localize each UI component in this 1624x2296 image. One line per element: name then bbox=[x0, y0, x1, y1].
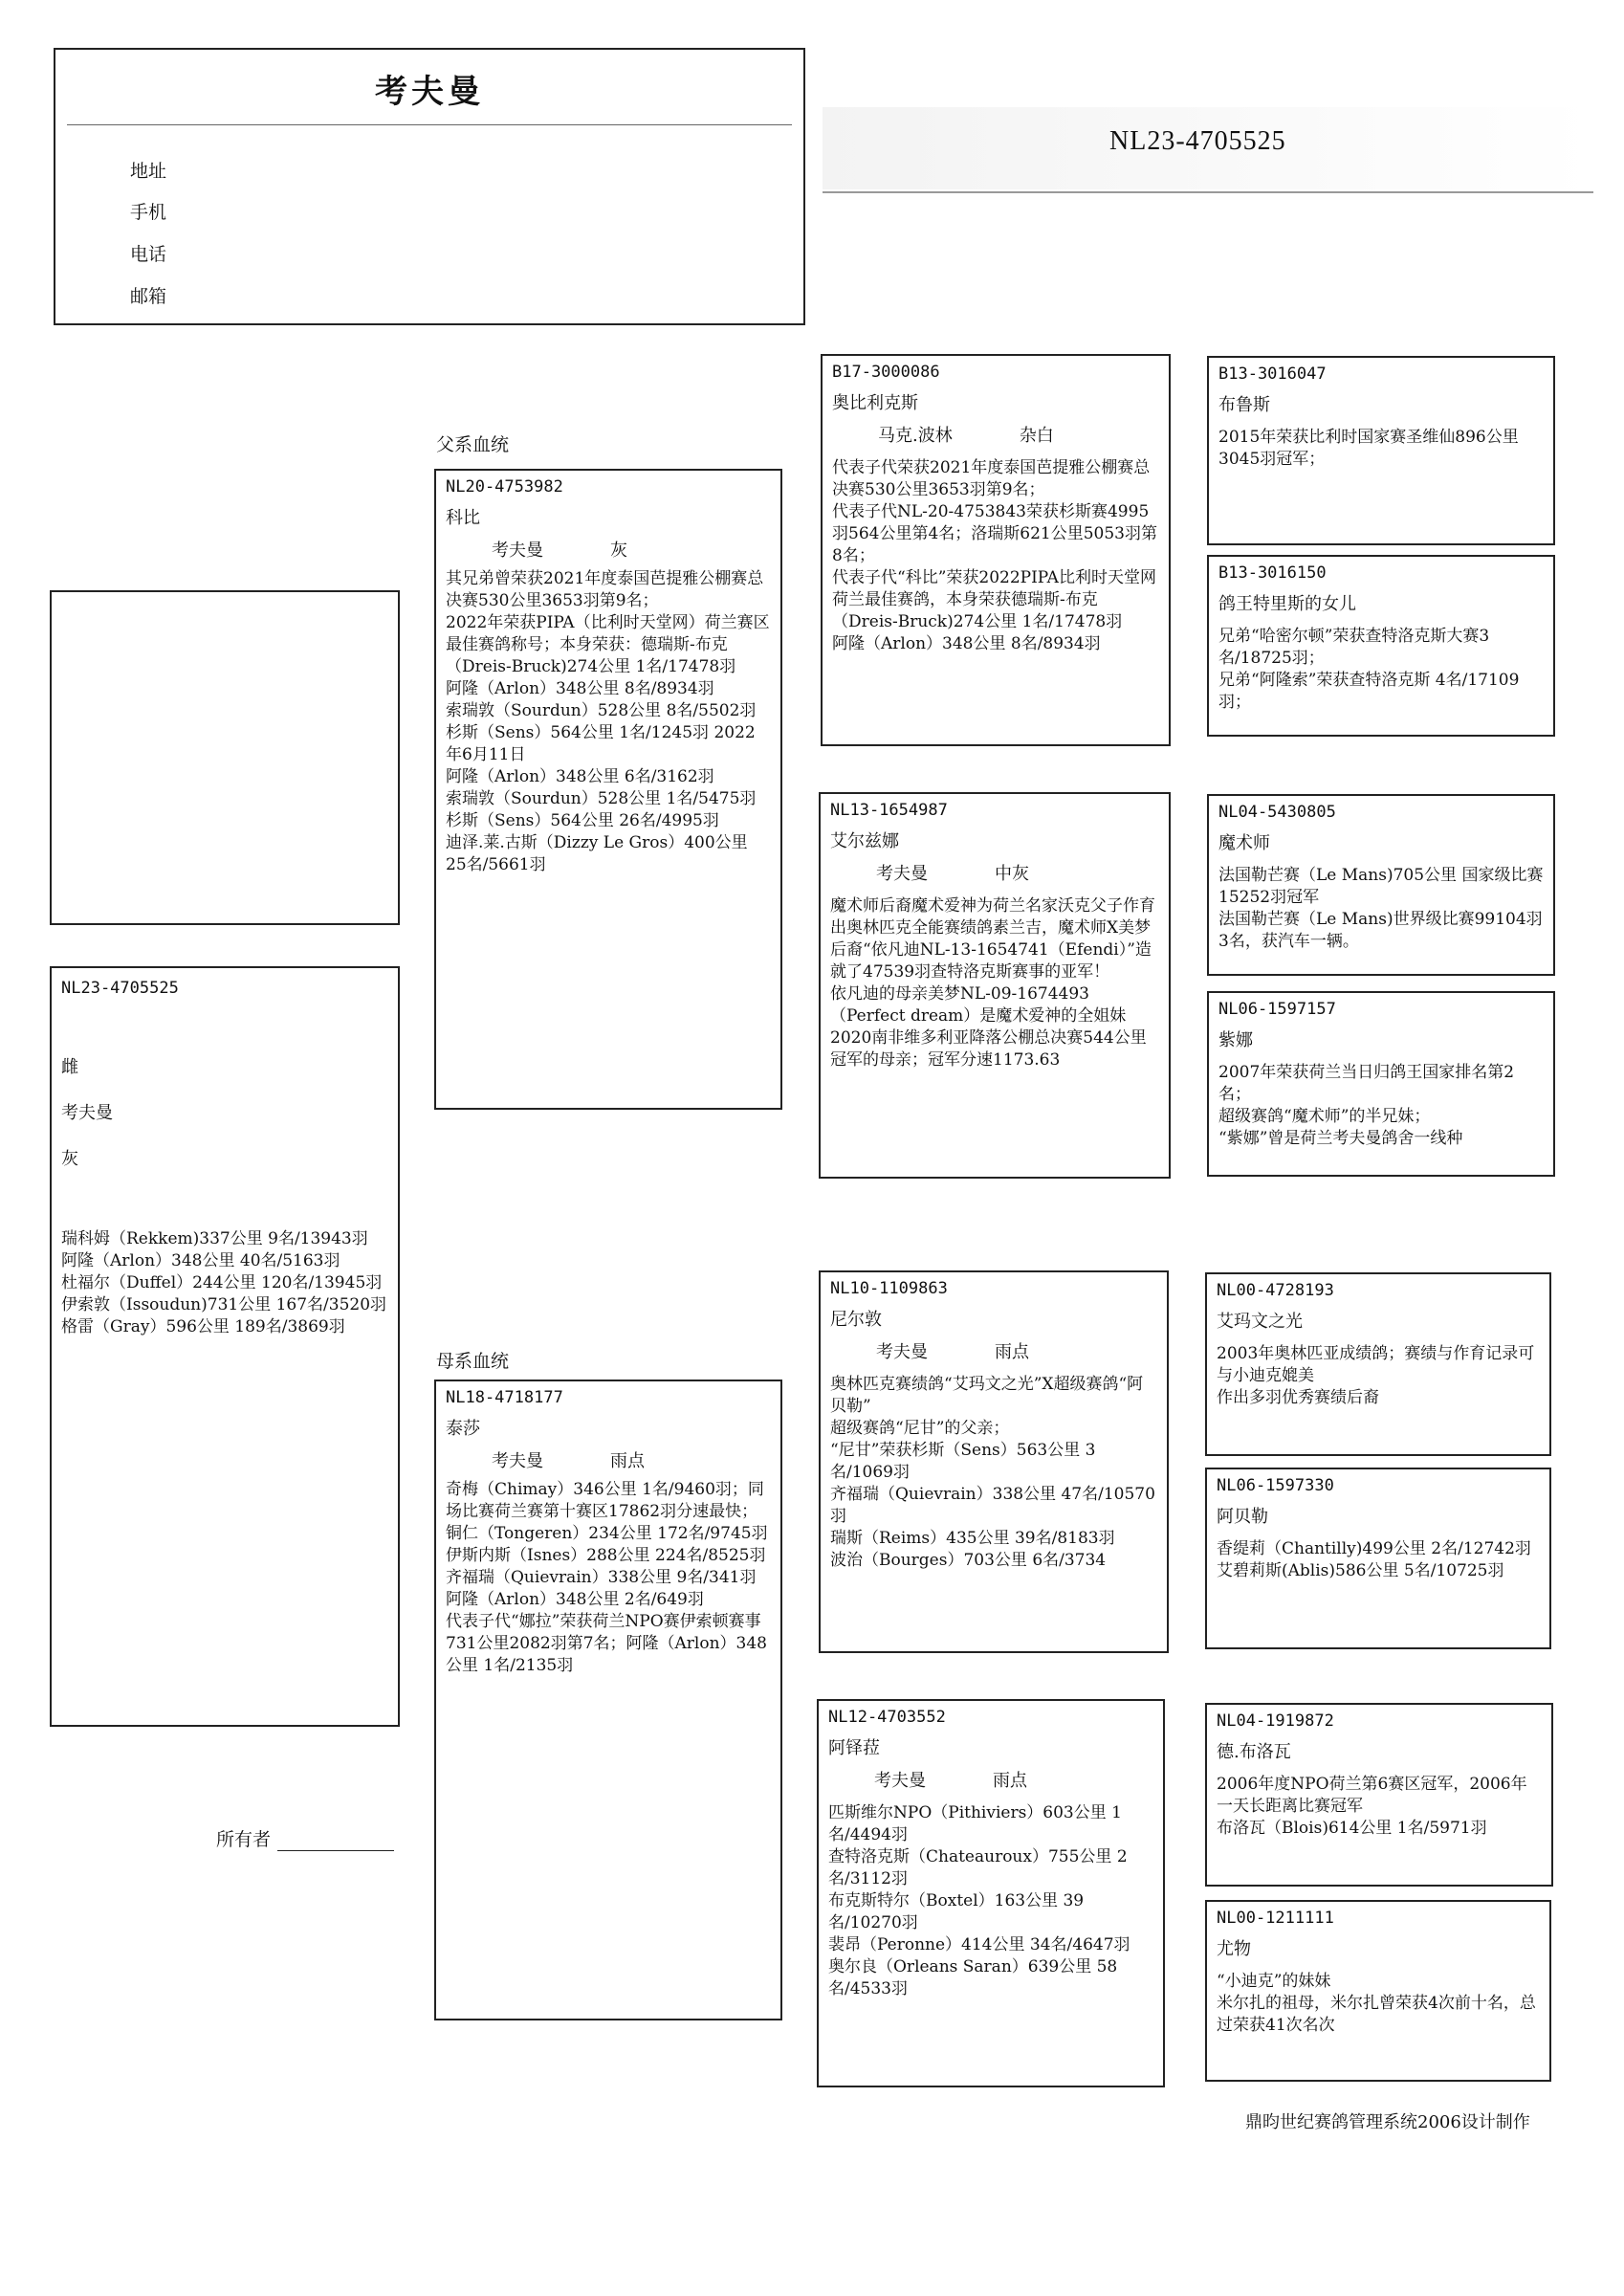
dam-meta bbox=[492, 1450, 780, 1473]
subject-sex: 雌 bbox=[61, 1057, 78, 1077]
ddd-desc: “小迪克”的妹妹 米尔扎的祖母，米尔扎曾荣获4次前十名，总过荣获41次名次 bbox=[1217, 1972, 1536, 2035]
phone-label: 电话 bbox=[130, 244, 167, 265]
sdd-name: 紫娜 bbox=[1218, 1030, 1253, 1050]
sire-name: 科比 bbox=[446, 508, 480, 528]
email-label: 邮箱 bbox=[130, 286, 167, 307]
result-line: 瑞科姆（Rekkem)337公里 9名/13943羽 bbox=[61, 1229, 368, 1248]
footer-credit: 鼎昀世纪赛鸽管理系统2006设计制作 bbox=[1245, 2112, 1530, 2132]
dss-desc: 2003年奥林匹亚成绩鸽；赛绩与作育记录可与小迪克媲美 作出多羽优秀赛绩后裔 bbox=[1217, 1344, 1535, 1407]
subject-pigeon-card bbox=[50, 966, 400, 1727]
dss-name: 艾玛文之光 bbox=[1217, 1312, 1303, 1332]
ggp-dss-card bbox=[1205, 1272, 1551, 1456]
ds-desc: 奥林匹克赛绩鸽“艾玛文之光”X超级赛鸽“阿贝勒” 超级赛鸽“尼甘”的父亲； “尼甘”荣获杉斯（Sens）563公里 3名/1069羽 齐福瑞（Quievrain）338公里 47名/10570羽 瑞斯（Reims）435公里 39名/8183羽 波治（Bourges）703公里 6名/3734 bbox=[830, 1375, 1155, 1570]
sss-desc: 2015年荣获比利时国家赛圣维仙896公里3045羽冠军； bbox=[1218, 428, 1519, 469]
sd-desc: 魔术师后裔魔术爱神为荷兰名家沃克父子作育出奥林匹克全能赛绩鸽素兰吉，魔术师X美梦后裔“依凡迪NL-13-1654741（Efendi）”造就了47539羽查特洛克斯赛事的亚军！ 依凡迪的母亲美梦NL-09-1674493（Perfect dream）是魔术爱神的全姐妹 2020南非维多利亚降落公棚总决赛544公里冠军的母亲；冠军分速1173.63 bbox=[830, 896, 1155, 1070]
dam-name: 泰莎 bbox=[446, 1419, 480, 1439]
dd-name: 阿铎菈 bbox=[828, 1738, 880, 1758]
owner-label: 所有者 bbox=[216, 1829, 272, 1850]
dd-ring: NL12-4703552 bbox=[828, 1708, 946, 1727]
ring-banner-rule bbox=[823, 191, 1593, 193]
subject-results bbox=[61, 1228, 388, 1338]
subject-breeder: 考夫曼 bbox=[61, 1103, 113, 1123]
ds-ring: NL10-1109863 bbox=[830, 1279, 948, 1298]
sd-color: 中灰 bbox=[995, 864, 1029, 884]
ds-meta bbox=[876, 1341, 1167, 1364]
subject-color: 灰 bbox=[61, 1149, 78, 1169]
result-line: 阿隆（Arlon）348公里 8名/8934羽 bbox=[446, 679, 714, 698]
sd-name: 艾尔兹娜 bbox=[830, 831, 899, 851]
dam-line-label: 母系血统 bbox=[436, 1351, 510, 1372]
ggp-dds-card bbox=[1205, 1703, 1553, 1887]
result-line: 阿隆（Arlon）348公里 40名/5163羽 bbox=[61, 1251, 340, 1270]
ssd-desc: 兄弟“哈密尔顿”荣获查特洛克斯大赛3名/18725羽； 兄弟“阿隆索”荣获查特洛克斯 4名/17109羽； bbox=[1218, 627, 1520, 712]
breeder-header bbox=[54, 48, 805, 325]
ss-ring: B17-3000086 bbox=[832, 363, 940, 382]
dam-results bbox=[446, 1479, 771, 1677]
result-line: 伊索敦（Issoudun)731公里 167名/3520羽 bbox=[61, 1295, 387, 1314]
result-line: 格雷（Gray）596公里 189名/3869羽 bbox=[61, 1317, 345, 1336]
dam-breeder: 考夫曼 bbox=[492, 1451, 543, 1471]
dds-ring: NL04-1919872 bbox=[1217, 1711, 1334, 1731]
dsd-ring: NL06-1597330 bbox=[1217, 1476, 1334, 1495]
dds-name: 德.布洛瓦 bbox=[1217, 1742, 1291, 1762]
ggp-sds-card bbox=[1207, 794, 1555, 976]
sd-breeder: 考夫曼 bbox=[876, 864, 928, 884]
sss-ring: B13-3016047 bbox=[1218, 364, 1327, 384]
ddd-name: 尤物 bbox=[1217, 1939, 1251, 1959]
dds-desc: 2006年度NPO荷兰第6赛区冠军，2006年一天长距离比赛冠军 布洛瓦（Blois)614公里 1名/5971羽 bbox=[1217, 1775, 1527, 1838]
result-line: 索瑞敦（Sourdun）528公里 8名/5502羽 bbox=[446, 701, 757, 720]
sds-ring: NL04-5430805 bbox=[1218, 803, 1336, 822]
ggp-sss-card bbox=[1207, 356, 1555, 545]
ss-meta bbox=[878, 425, 1169, 448]
address-label: 地址 bbox=[130, 161, 167, 182]
sire-line-label: 父系血统 bbox=[436, 434, 510, 455]
result-line: 其兄弟曾荣获2021年度泰国芭提雅公棚赛总决赛530公里3653羽第9名； bbox=[446, 569, 764, 610]
ggp-ddd-card bbox=[1205, 1900, 1551, 2082]
maternal-granddam-card bbox=[817, 1699, 1165, 2087]
sire-card bbox=[434, 469, 782, 1110]
owner-signature-line bbox=[277, 1850, 394, 1851]
subject-ring: NL23-4705525 bbox=[61, 979, 179, 998]
ds-color: 雨点 bbox=[995, 1342, 1029, 1362]
dam-color: 雨点 bbox=[610, 1451, 645, 1471]
result-line: 阿隆（Arlon）348公里 2名/649羽 bbox=[446, 1590, 704, 1609]
ggp-ssd-card bbox=[1207, 555, 1555, 737]
result-line: 索瑞敦（Sourdun）528公里 1名/5475羽 bbox=[446, 789, 757, 808]
header-divider bbox=[67, 124, 792, 125]
dsd-desc: 香缇莉（Chantilly)499公里 2名/12742羽 艾碧莉斯(Ablis)586公里 5名/10725羽 bbox=[1217, 1539, 1531, 1580]
ss-color: 杂白 bbox=[1019, 426, 1054, 446]
ggp-sdd-card bbox=[1207, 991, 1555, 1177]
sdd-ring: NL06-1597157 bbox=[1218, 1000, 1336, 1019]
dd-meta bbox=[874, 1770, 1163, 1793]
result-line: 杉斯（Sens）564公里 26名/4995羽 bbox=[446, 811, 719, 830]
dd-desc: 匹斯维尔NPO（Pithiviers）603公里 1名/4494羽 查特洛克斯（Chateauroux）755公里 2名/3112羽 布克斯特尔（Boxtel）163公里 39名/10270羽 裴昂（Peronne）414公里 34名/4647羽 奥尔良（Orleans Saran）639公里 58名/4533羽 bbox=[828, 1803, 1130, 1998]
result-line: 奇梅（Chimay）346公里 1名/9460羽；同场比赛荷兰赛第十赛区17862羽分速最快； bbox=[446, 1480, 764, 1521]
dam-ring: NL18-4718177 bbox=[446, 1388, 563, 1407]
sire-results bbox=[446, 568, 771, 876]
dss-ring: NL00-4728193 bbox=[1217, 1281, 1334, 1300]
paternal-granddam-card bbox=[819, 792, 1171, 1179]
dd-breeder: 考夫曼 bbox=[874, 1771, 926, 1791]
sss-name: 布鲁斯 bbox=[1218, 395, 1270, 415]
sd-ring: NL13-1654987 bbox=[830, 801, 948, 820]
pigeon-ring-number: NL23-4705525 bbox=[1109, 126, 1286, 156]
sire-meta bbox=[492, 540, 780, 563]
result-line: 2022年荣获PIPA（比利时天堂网）荷兰赛区最佳赛鸽称号；本身荣获：德瑞斯-布克（Dreis-Bruck)274公里 1名/17478羽 bbox=[446, 613, 770, 676]
sdd-desc: 2007年荣获荷兰当日归鸽王国家排名第2名； 超级赛鸽“魔术师”的半兄妹； “紫娜”曾是荷兰考夫曼鸽舍一线种 bbox=[1218, 1063, 1515, 1148]
breeder-name: 考夫曼 bbox=[375, 73, 484, 111]
paternal-grandsire-card bbox=[821, 354, 1171, 746]
ddd-ring: NL00-1211111 bbox=[1217, 1909, 1334, 1928]
photo-placeholder bbox=[50, 590, 400, 925]
ds-breeder: 考夫曼 bbox=[876, 1342, 928, 1362]
ss-breeder: 马克.波林 bbox=[878, 426, 953, 446]
result-line: 齐福瑞（Quievrain）338公里 9名/341羽 bbox=[446, 1568, 757, 1587]
result-line: 伊斯内斯（Isnes）288公里 224名/8525羽 bbox=[446, 1546, 766, 1565]
maternal-grandsire-card bbox=[819, 1270, 1169, 1653]
sire-ring: NL20-4753982 bbox=[446, 477, 563, 497]
dsd-name: 阿贝勒 bbox=[1217, 1507, 1268, 1527]
ssd-ring: B13-3016150 bbox=[1218, 563, 1327, 583]
sire-color: 灰 bbox=[610, 541, 627, 561]
result-line: 铜仁（Tongeren）234公里 172名/9745羽 bbox=[446, 1524, 768, 1543]
dam-card bbox=[434, 1380, 782, 2020]
sds-name: 魔术师 bbox=[1218, 833, 1270, 853]
sire-breeder: 考夫曼 bbox=[492, 541, 543, 561]
result-line: 杜福尔（Duffel）244公里 120名/13945羽 bbox=[61, 1273, 383, 1292]
sds-desc: 法国勒芒赛（Le Mans)705公里 国家级比赛15252羽冠军 法国勒芒赛（Le Mans)世界级比赛99104羽3名，获汽车一辆。 bbox=[1218, 866, 1544, 951]
ss-name: 奥比利克斯 bbox=[832, 393, 918, 413]
sd-meta bbox=[876, 863, 1169, 886]
result-line: 阿隆（Arlon）348公里 6名/3162羽 bbox=[446, 767, 714, 786]
dd-color: 雨点 bbox=[993, 1771, 1027, 1791]
ss-desc: 代表子代荣获2021年度泰国芭提雅公棚赛总决赛530公里3653羽第9名； 代表子代NL-20-4753843荣获杉斯赛4995羽564公里第4名；洛瑞斯621公里5053羽第8名； 代表子代“科比”荣获2022PIPA比利时天堂网荷兰最佳赛鸽，本身荣获德瑞斯-布克（Dreis-Bruck)274公里 1名/17478羽 阿隆（Arlon）348公里 8名/8934羽 bbox=[832, 458, 1157, 653]
result-line: 代表子代“娜拉”荣获荷兰NPO赛伊索顿赛事731公里2082羽第7名；阿隆（Arlon）348公里 1名/2135羽 bbox=[446, 1612, 767, 1675]
result-line: 杉斯（Sens）564公里 1名/1245羽 2022年6月11日 bbox=[446, 723, 756, 764]
ggp-dsd-card bbox=[1205, 1468, 1551, 1649]
mobile-label: 手机 bbox=[130, 202, 167, 223]
ds-name: 尼尔敦 bbox=[830, 1310, 882, 1330]
ssd-name: 鸽王特里斯的女儿 bbox=[1218, 594, 1356, 614]
result-line: 迪泽.莱.古斯（Dizzy Le Gros）400公里 25名/5661羽 bbox=[446, 833, 748, 874]
